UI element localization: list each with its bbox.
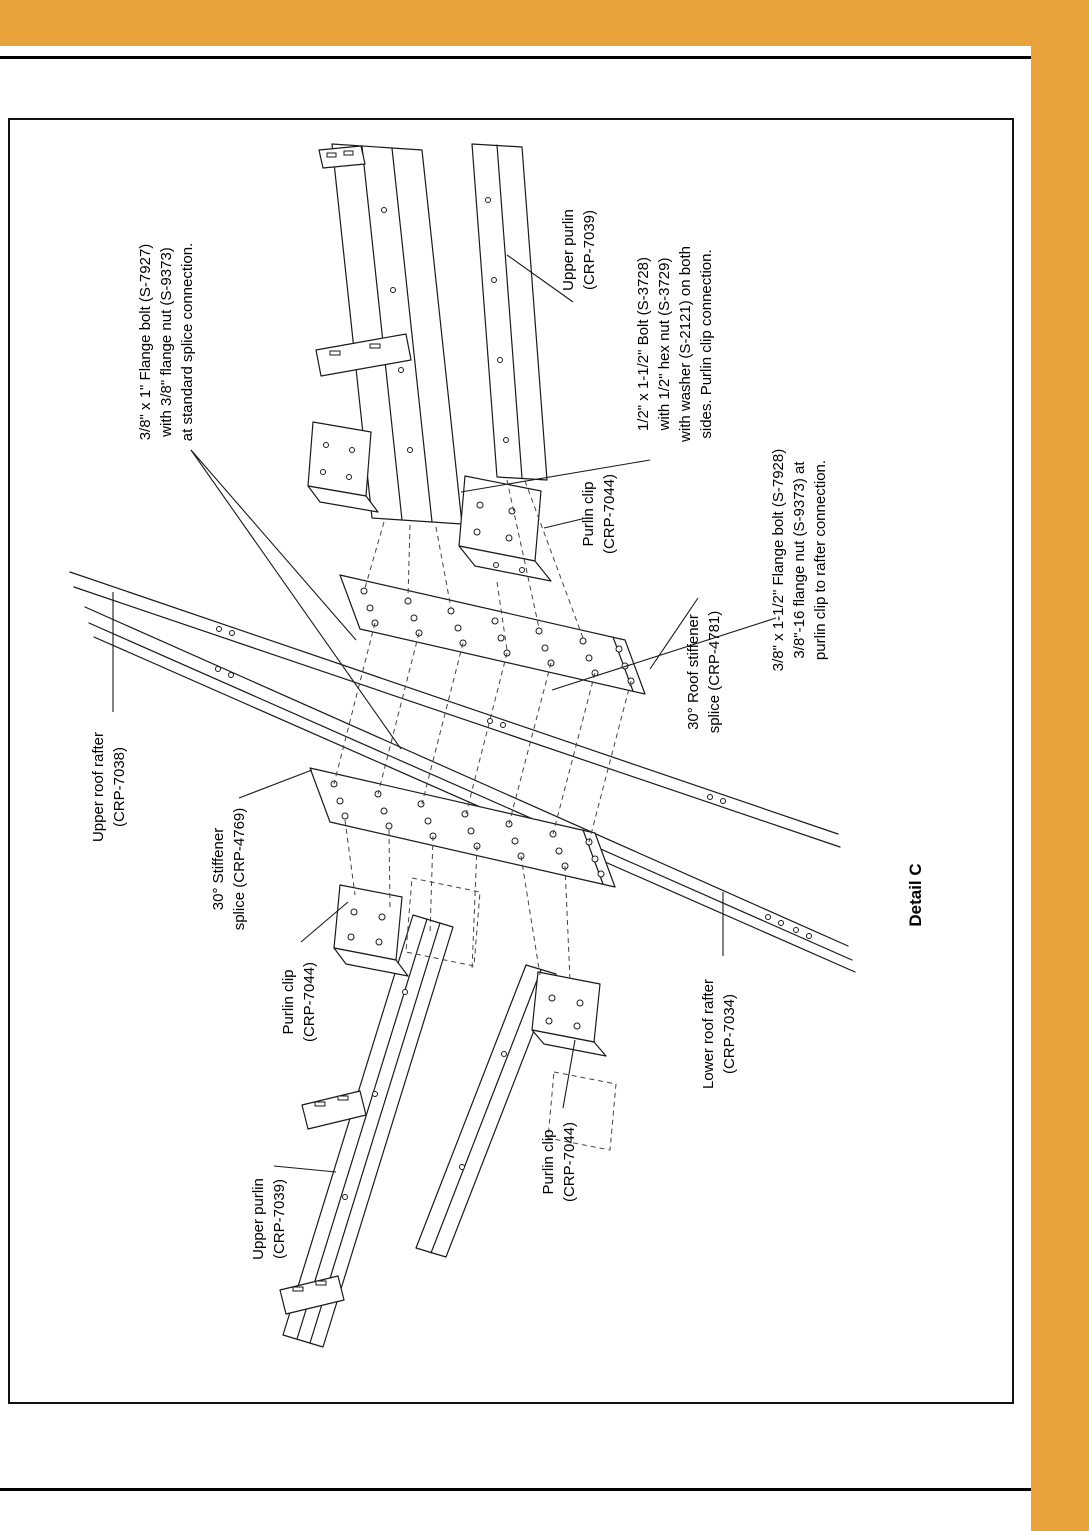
- label-upper-purlin-lower: [250, 1178, 288, 1260]
- label-upper-purlin-top: [560, 209, 598, 291]
- label-line: 3/8"-16 flange nut (S-9373) at: [791, 461, 808, 659]
- detail-title: Detail C: [906, 863, 925, 927]
- label-purlin-clip-left: [280, 962, 318, 1042]
- label-line: with 1/2" hex nut (S-3729): [656, 257, 673, 431]
- purlin-clip-crp-7044-upper: [459, 476, 551, 581]
- diagram-frame: [8, 118, 1014, 1404]
- label-line: Lower roof rafter: [700, 978, 717, 1090]
- label-line: (CRP-7044): [601, 473, 618, 555]
- label-purlin-clip-upper: [580, 474, 618, 554]
- label-line: (CRP-7044): [301, 961, 318, 1043]
- label-line: with washer (S-2121) on both: [677, 246, 694, 442]
- label-line: Upper purlin: [560, 209, 577, 291]
- label-line: (CRP-7039): [581, 209, 598, 291]
- label-lower-roof-rafter: [700, 979, 738, 1089]
- label-line: at standard splice connection.: [179, 242, 196, 442]
- top-rule: [0, 56, 1031, 59]
- label-line: Purlin clip: [280, 969, 297, 1035]
- label-line: (CRP-7039): [271, 1178, 288, 1260]
- right-accent-bar: [1031, 0, 1089, 1531]
- label-stiffener-splice: [210, 808, 248, 931]
- label-line: 30° Roof stiffener: [685, 614, 702, 730]
- lower-purlin-assembly: [280, 885, 606, 1347]
- stiffener-splice-plate-crp-4769: [310, 768, 615, 887]
- label-purlin-clip-lower: [540, 1122, 578, 1202]
- assembly-diagram: [10, 120, 1012, 1402]
- label-line: purlin clip to rafter connection.: [812, 459, 829, 661]
- label-line: (CRP-7044): [561, 1121, 578, 1203]
- lower-roof-rafter-drawing: [85, 607, 855, 972]
- label-upper-roof-rafter: [90, 732, 128, 842]
- ghost-clip-outline-lower: [548, 1072, 616, 1150]
- label-note-purlin-clip-bolt: [635, 246, 715, 443]
- purlin-clip-crp-7044-left: [334, 885, 408, 976]
- label-note-clip-to-rafter-bolt: [770, 449, 829, 671]
- label-line: Purlin clip: [540, 1129, 557, 1195]
- top-accent-bar: [0, 0, 1089, 46]
- label-line: Purlin clip: [580, 481, 597, 547]
- label-line: Upper roof rafter: [90, 731, 107, 843]
- label-line: (CRP-7034): [721, 993, 738, 1075]
- label-line: splice (CRP-4781): [706, 610, 723, 734]
- label-line: 3/8" x 1-1/2" Flange bolt (S-7928): [770, 448, 787, 672]
- label-line: 30° Stiffener: [210, 827, 227, 911]
- bottom-rule: [0, 1488, 1031, 1491]
- label-line: Upper purlin: [250, 1178, 267, 1260]
- label-line: 3/8" x 1" Flange bolt (S-7927): [137, 243, 154, 441]
- label-roof-stiffener-splice: [685, 611, 723, 734]
- angle-clip-upper-left: [308, 422, 378, 512]
- label-line: (CRP-7038): [111, 746, 128, 828]
- label-line: splice (CRP-4769): [231, 807, 248, 931]
- roof-stiffener-splice-plate-crp-4781: [340, 575, 645, 694]
- label-line: sides. Purlin clip connection.: [698, 249, 715, 439]
- purlin-support-clip-top: [319, 146, 365, 168]
- label-line: 1/2" x 1-1/2" Bolt (S-3728): [635, 256, 652, 432]
- label-line: with 3/8" flange nut (S-9373): [158, 247, 175, 437]
- label-note-standard-splice-bolt: [137, 243, 196, 441]
- purlin-clip-crp-7044-lower: [532, 972, 606, 1056]
